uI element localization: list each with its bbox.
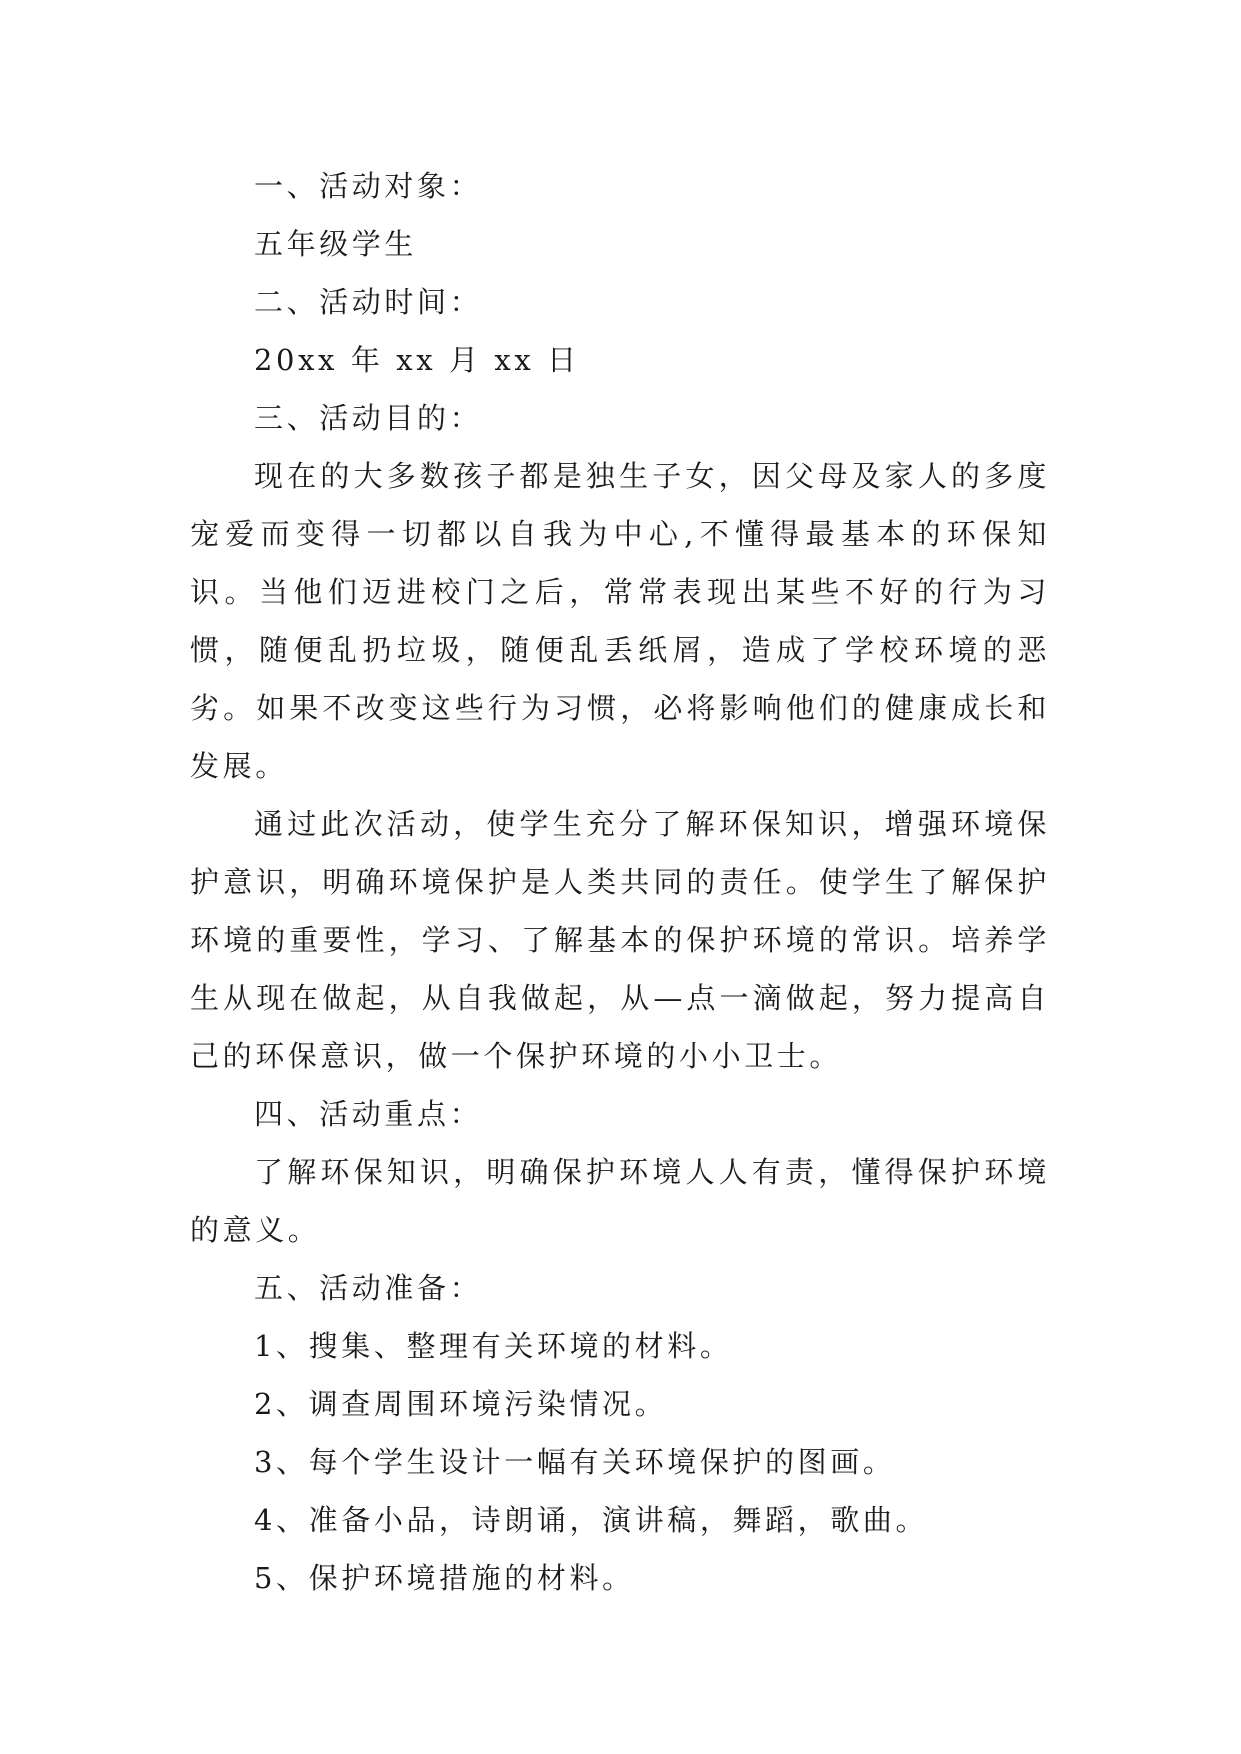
preparation-item-3: 3、每个学生设计一幅有关环境保护的图画。 <box>254 1445 896 1479</box>
activity-target-text: 五年级学生 <box>254 227 418 261</box>
document-body <box>190 157 1050 1607</box>
heading-activity-preparation: 五、活动准备： <box>254 1271 483 1305</box>
preparation-item-5: 5、保护环境措施的材料。 <box>254 1561 635 1595</box>
heading-activity-time: 二、活动时间： <box>254 285 483 319</box>
heading-activity-target: 一、活动对象： <box>254 169 483 203</box>
purpose-paragraph-1: 现在的大多数孩子都是独生子女，因父母及家人的多度宠爱而变得一切都以自我为中心,不懂得最基本的环保知识。当他们迈进校门之后，常常表现出某些不好的行为习惯，随便乱扔垃圾，随便乱丢纸屑，造成了学校环境的恶劣。如果不改变这些行为习惯，必将影响他们的健康成长和发展。 <box>190 459 1050 783</box>
heading-activity-purpose: 三、活动目的： <box>254 401 483 435</box>
preparation-item-4: 4、准备小品，诗朗诵，演讲稿，舞蹈，歌曲。 <box>254 1503 929 1537</box>
preparation-item-2: 2、调查周围环境污染情况。 <box>254 1387 668 1421</box>
purpose-paragraph-2: 通过此次活动，使学生充分了解环保知识，增强环境保护意识，明确环境保护是人类共同的责任。使学生了解保护环境的重要性，学习、了解基本的保护环境的常识。培养学生从现在做起，从自我做起，从—点一滴做起，努力提高自己的环保意识，做一个保护环境的小小卫士。 <box>190 807 1050 1073</box>
activity-time-text: 20xx 年 xx 月 xx 日 <box>254 343 580 377</box>
focus-paragraph: 了解环保知识，明确保护环境人人有责，懂得保护环境的意义。 <box>190 1155 1050 1247</box>
preparation-item-1: 1、搜集、整理有关环境的材料。 <box>254 1329 733 1363</box>
heading-activity-focus: 四、活动重点： <box>254 1097 483 1131</box>
